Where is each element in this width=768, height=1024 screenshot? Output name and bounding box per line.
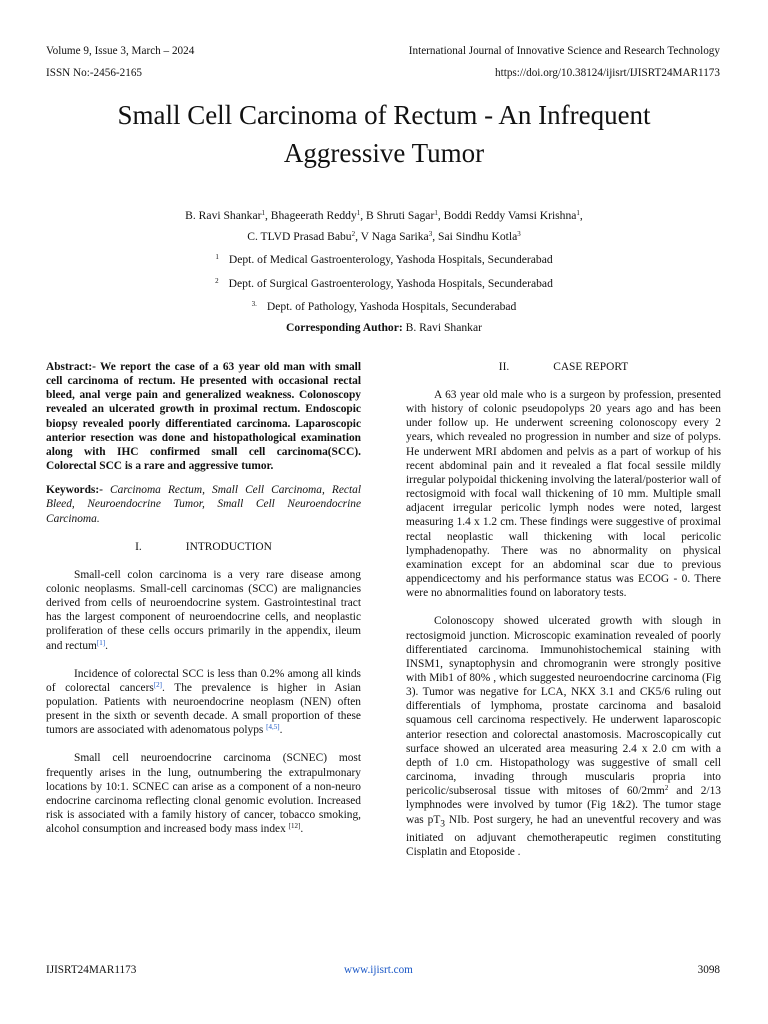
- volume-issue: Volume 9, Issue 3, March – 2024: [46, 45, 195, 57]
- paragraph-text: Incidence of colorectal SCC is less than 0.2% among all kinds of colorectal cancers: [46, 667, 361, 694]
- paragraph-text: Colonoscopy showed ulcerated growth with slough in rectosigmoid junction. Microscopic examination revealed of poorly differentiated carcinoma. Immunohistochemical staining with INSM1, synaptophysin and chromogranin were strongly positive with Mib1 of 80% , which suggested neuroendocrine carcinoma (Fig 3). Tumor was negative for LCA, NKX 3.1 and CK5/6 ruling out differentials of lymphoma, prostate carcinoma and basaloid squamous cell carcinoma respectively. He underwent laparoscopic anterior resection and colorectal anastomosis. Macroscopically cut surface showed an ulcerated area measuring 2.4 x 2.0 cm with a depth of 1.0 cm. Histopathology was suggestive of small cell carcinoma, invading through muscularis propria into pericolic/subserosal tissue with mitoses of 60/2mm: [406, 615, 721, 798]
- paragraph-text: . The prevalence is higher in Asian population. Patients with neuroendocrine neoplasm (NEN) often present in the sixth or seventh decade. A small proportion of these tumors are associated with adenomatous polyps: [46, 681, 361, 737]
- citation-link[interactable]: [4,5]: [266, 723, 280, 732]
- affiliation-mark: 2: [215, 276, 219, 285]
- paragraph: [406, 614, 721, 859]
- corresponding-author: [40, 318, 728, 339]
- author-list: [40, 206, 728, 227]
- paper-title: [40, 96, 728, 172]
- paragraph: [46, 751, 361, 836]
- section-heading-case-report: [406, 360, 721, 374]
- section-heading-introduction: [46, 540, 361, 554]
- author: , V Naga Sarika: [355, 229, 429, 243]
- affiliation-mark: 3.: [251, 300, 257, 308]
- paragraph-text: Small-cell colon carcinoma is a very rare disease among colonic neoplasms. Small-cell carcinomas (SCC) are malignancies derived from cells of neuroendocrine system. Gastrointestinal tract has the largest component of neuroendocrine cells, and neoplastic proliferation of these cells occurs primarily in the appendix, ileum and rectum: [46, 568, 361, 652]
- affiliation-mark: 1: [215, 253, 219, 261]
- section-number: II.: [498, 361, 510, 373]
- author-sup: 3: [517, 229, 521, 238]
- author-sup: 1: [434, 209, 438, 217]
- keywords: [46, 483, 361, 525]
- section-title: CASE REPORT: [553, 361, 629, 373]
- paragraph: A 63 year old male who is a surgeon by profession, presented with history of colonic pseudopolyps 20 years ago and has been under follow up. He underwent screening colonoscopy every 2 years, which revealed no progression in number and size of polyps. He underwent MRI abdomen and pelvis as a part of workup of his recent abdominal pain and it revealed a flat focal sessile mildly irregular polypoidal thickening involving the lateral/posterior wall of rectosigmoid with focal wall thickening of 10 mm. Multiple small adjacent irregular pericolic lymph nodes were noted, largest measuring 1.4 x 1.2 cm. These findings were suggestive of proximal rectal neoplastic wall thickening with local pericolic lymphadenopathy. There was no abnormality on physical examination except for an abdominal scar due to previous appendicectomy and his performance status was ECOG - 0. There were no abnormalities found on laboratory tests.: [406, 389, 721, 600]
- citation: [12]: [288, 822, 301, 831]
- paragraph-text: .: [279, 724, 283, 737]
- affiliation: [40, 294, 728, 318]
- affiliation-text: Dept. of Pathology, Yashoda Hospitals, Secunderabad: [266, 300, 517, 313]
- superscript: 2: [664, 784, 669, 793]
- affiliation-text: Dept. of Medical Gastroenterology, Yashoda Hospitals, Secunderabad: [228, 253, 553, 266]
- issn: ISSN No:-2456-2165: [46, 67, 143, 79]
- keywords-text: Carcinoma Rectum, Small Cell Carcinoma, Rectal Bleed, Neuroendocrine Tumor, Small Cell Neuroendocrine Carcinoma.: [46, 484, 361, 525]
- section-number: I.: [135, 540, 142, 553]
- author: , Sai Sindhu Kotla: [432, 229, 518, 243]
- journal-name: International Journal of Innovative Science and Research Technology: [408, 45, 720, 57]
- author-sup: 2: [351, 229, 356, 238]
- corresponding-name: B. Ravi Shankar: [402, 320, 482, 334]
- left-column: [46, 360, 361, 836]
- footer-article-id: IJISRT24MAR1173: [46, 964, 137, 976]
- abstract: Abstract:- We report the case of a 63 year old man with small cell carcinoma of rectum. He presented with occasional rectal bleed, anal verge pain and generalized weakness. Colonoscopy revealed an ulcerated growth in proximal rectum. Endoscopic biopsy revealed poorly differentiated carcinoma. Laparoscopic anterior resection was done and histopathological examination along with IHC confirmed small cell carcinoma(SCC). Colorectal SCC is a rare and aggressive tumor.: [46, 361, 361, 473]
- footer-website-link[interactable]: www.ijisrt.com: [344, 964, 413, 976]
- keywords-label: Keywords:-: [46, 484, 103, 497]
- right-column: [406, 360, 721, 859]
- author-sup: 1: [576, 209, 580, 217]
- author-sep: ,: [579, 209, 583, 222]
- section-title: INTRODUCTION: [185, 540, 272, 553]
- corresponding-label: Corresponding Author:: [286, 320, 403, 334]
- doi-link[interactable]: https://doi.org/10.38124/ijisrt/IJISRT24MAR1173: [495, 67, 720, 79]
- paragraph-text: Small cell neuroendocrine carcinoma (SCNEC) most frequently arises in the lung, outnumbering the extrapulmonary locations by 10:1. SCNEC can arise as a component of a non-neuro endocrine carcinoma reflecting clonal genomic evolution. Increased risk is associated with a family history of cancer, tobacco smoking, alcohol consumption and increased body mass index: [46, 752, 361, 836]
- paragraph-text: .: [300, 823, 304, 836]
- paragraph: [46, 667, 361, 738]
- author: , B Shruti Sagar: [360, 209, 435, 222]
- affiliation: [40, 247, 728, 271]
- page-number: 3098: [697, 964, 720, 976]
- paragraph-text: NIb. Post surgery, he had an uneventful recovery and was initiated on adjuvant chemotherapeutic regimen constituting Cisplatin and Etoposide .: [406, 813, 722, 859]
- citation-link[interactable]: [2]: [153, 680, 162, 689]
- paragraph: [46, 568, 361, 653]
- paragraph-text: and 2/13 lymphnodes were involved by tumor (Fig 1&2). The tumor stage was pT: [406, 785, 721, 826]
- title-line-2: Aggressive Tumor: [283, 138, 485, 168]
- author-sup: 1: [261, 209, 265, 217]
- title-line-1: Small Cell Carcinoma of Rectum - An Infrequent: [117, 100, 651, 130]
- author: C. TLVD Prasad Babu: [247, 229, 352, 243]
- affiliation-text: Dept. of Surgical Gastroenterology, Yashoda Hospitals, Secunderabad: [228, 276, 553, 290]
- author: , Bhageerath Reddy: [264, 209, 357, 222]
- front-matter: [40, 206, 728, 338]
- author-list-2: [40, 227, 728, 248]
- author-sup: 1: [356, 209, 361, 217]
- citation-link[interactable]: [1]: [96, 638, 106, 647]
- author-sup: 3: [428, 229, 433, 238]
- author: , Boddi Reddy Vamsi Krishna: [437, 209, 577, 222]
- subscript: 3: [440, 818, 446, 829]
- author: B. Ravi Shankar: [185, 209, 262, 222]
- affiliation: [40, 271, 728, 295]
- paragraph-text: .: [105, 639, 108, 652]
